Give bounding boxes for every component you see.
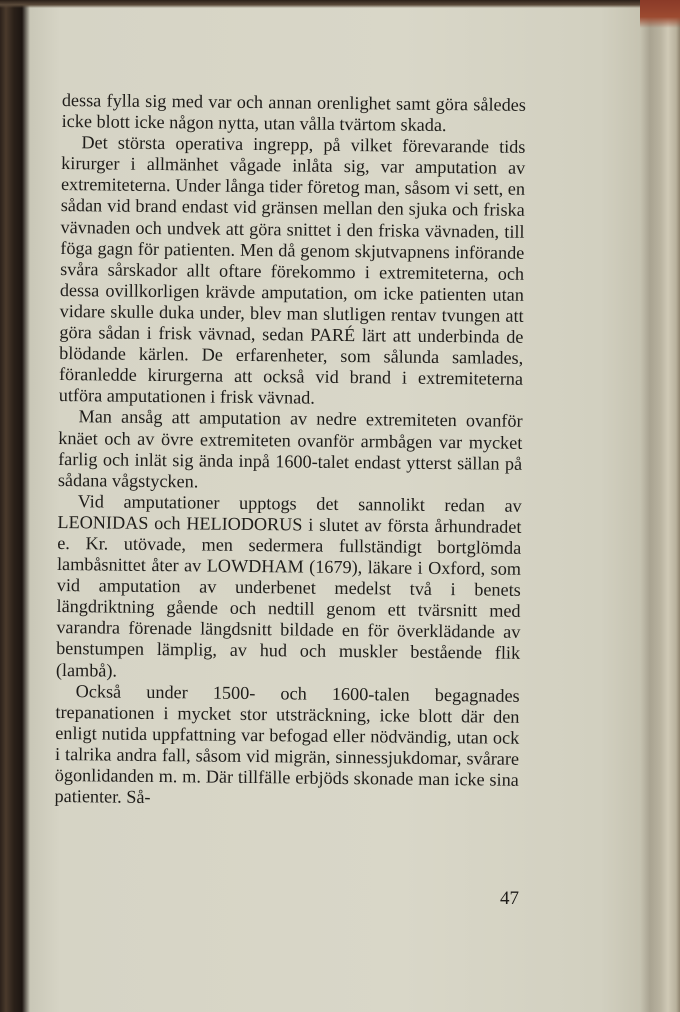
page-number: 47 (500, 888, 519, 909)
paragraph-5: Också under 1500- och 1600-talen begagnades trepanationen i mycket stor utsträckning, icke blott där den enligt nutida uppfattning var befogad eller nödvändig, utan ock i talrika andra fall, såsom vid migrän, sinnessjukdomar, svårare ögonlidanden m. m. Där tillfälle erbjöds skonade man icke sina patienter. Så- (54, 680, 520, 808)
page-body (54, 90, 525, 812)
book-cover-edge (640, 0, 680, 28)
paragraph-1: dessa fylla sig med var och annan orenlighet samt göra således icke blott icke någon nytta, utan vålla tvärtom skada. (61, 90, 526, 136)
paragraph-4: Vid amputationer upptogs det sannolikt redan av LEONIDAS och HELIODORUS i slutet av första århundradet e. Kr. utövade, men sedermera fullständigt bortglömda lambåsnittet åter av LOWDHAM (1679), läkare i Oxford, som vid amputation av underbenet medelst två i benets längdriktning gående och nedtill genom ett tvärsnitt med varandra förenade längdsnitt bildade en för överklädande av benstumpen lämplig, av hud och muskler bestående flik (lambå). (55, 490, 522, 681)
book-top-edge (0, 0, 680, 8)
paragraph-3: Man ansåg att amputation av nedre extremiteten ovanför knäet och av övre extremiteten ovanför armbågen var mycket farlig och inlät sig ända inpå 1600-talet endast ytterst sällan på sådana vågstycken. (57, 406, 523, 492)
paragraph-2: Det största operativa ingrepp, på vilket förevarande tids kirurger i allmänhet vågade inlåta sig, var amputation av extremiteterna. Under långa tider företog man, såsom vi sett, en sådan vid brand endast vid gränsen mellan den sjuka och friska vävnaden och undvek att göra snittet i den friska vävnaden, till föga gagn för patienten. Men då genom skjutvapnens införande svåra sårskador allt oftare förekommo i extremiteterna, och dessa ovillkorligen krävde amputation, om icke patienten utan vidare skulle duka under, blev man slutligen rentav tvungen att göra sådan i frisk vävnad, sedan PARÉ lärt att underbinda de blödande kärlen. De erfarenheter, som sålunda samlades, föranledde kirurgerna att också vid brand i extremiteterna utföra amputationen i frisk vävnad. (58, 132, 526, 408)
